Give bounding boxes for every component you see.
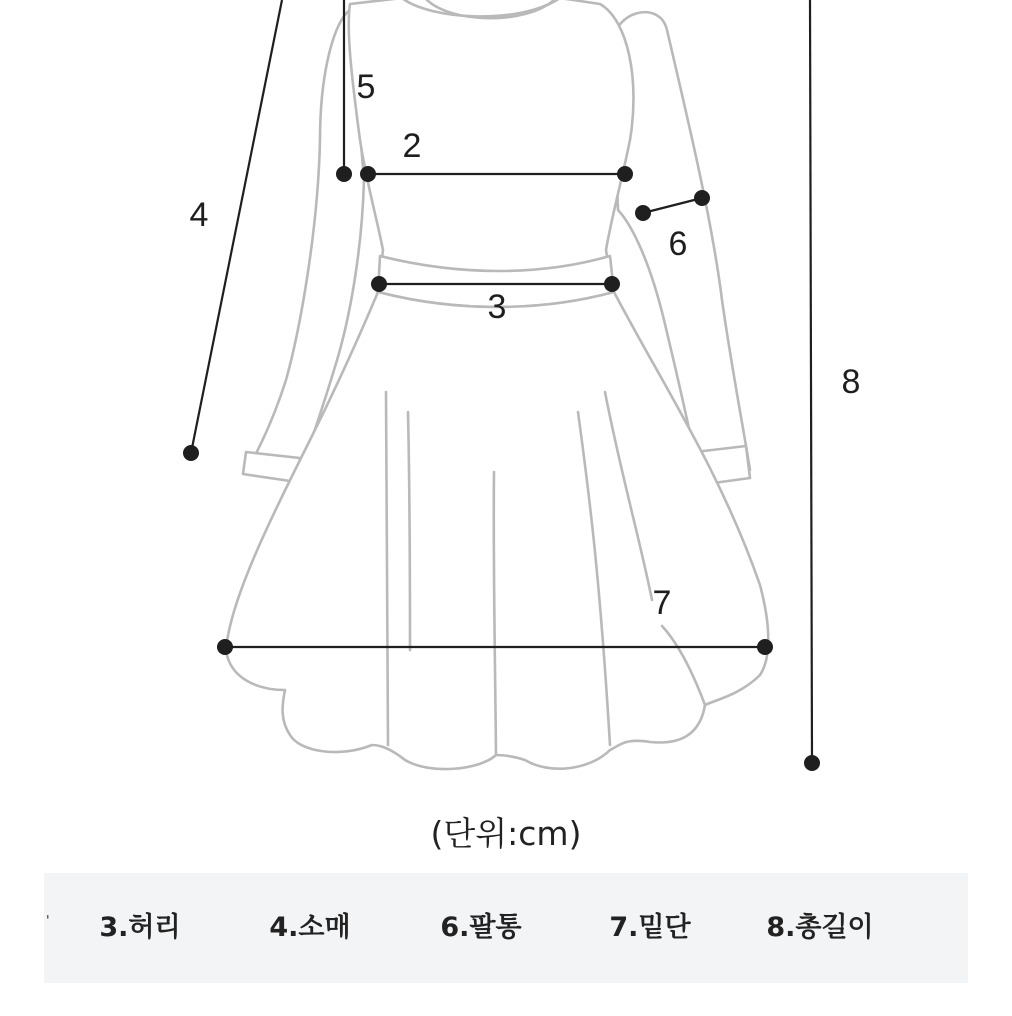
measure-line-8 (810, 0, 812, 763)
measure-dot (617, 166, 633, 182)
column-header-waist: 3.허리 (99, 912, 181, 943)
unit-note: (단위:cm) (430, 814, 582, 853)
measure-dot (183, 445, 199, 461)
measure-dot (635, 205, 651, 221)
measure-label-4: 4 (189, 196, 209, 234)
measure-label-7: 7 (652, 584, 672, 622)
column-header-arm-width: 6.팔통 (440, 912, 522, 943)
measure-label-2: 2 (402, 127, 422, 165)
measure-dot (604, 276, 620, 292)
measure-label-5: 5 (356, 68, 376, 106)
measure-dot (694, 190, 710, 206)
measure-label-3: 3 (487, 288, 507, 326)
measure-dot (757, 639, 773, 655)
measure-dot (360, 166, 376, 182)
column-header-sleeve: 4.소매 (269, 912, 351, 943)
measure-dot (371, 276, 387, 292)
size-table-header (44, 873, 968, 983)
measure-label-6: 6 (668, 225, 688, 263)
column-header-total-length: 8.총길이 (766, 912, 874, 943)
measure-dot (217, 639, 233, 655)
measure-dot (336, 166, 352, 182)
measure-label-8: 8 (841, 363, 861, 401)
bodice (349, 0, 634, 290)
column-header-hem: 7.밑단 (609, 912, 691, 943)
truncated-edge-mark: ' (46, 914, 50, 929)
measure-dot (804, 755, 820, 771)
